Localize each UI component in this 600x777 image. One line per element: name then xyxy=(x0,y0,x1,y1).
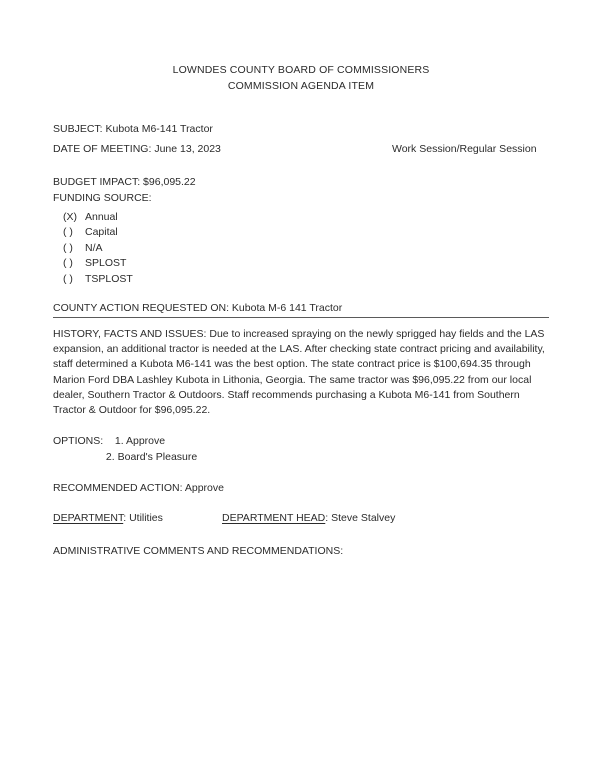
subject-row xyxy=(53,122,549,137)
administrative-comments-label: ADMINISTRATIVE COMMENTS AND RECOMMENDATIONS: xyxy=(53,545,344,558)
department-head-field xyxy=(222,512,395,524)
subject-label: SUBJECT: xyxy=(53,123,103,135)
subject-value: Kubota M6-141 Tractor xyxy=(105,123,213,135)
document-header xyxy=(53,0,549,94)
funding-option-annual[interactable] xyxy=(53,210,549,225)
options-item-2: 2. Board's Pleasure xyxy=(105,450,198,463)
funding-option-tsplost[interactable] xyxy=(53,272,549,287)
department-head-value: Steve Stalvey xyxy=(331,512,396,525)
funding-source-label: FUNDING SOURCE: xyxy=(53,192,152,204)
budget-impact-label: BUDGET IMPACT: xyxy=(53,176,141,188)
document-content xyxy=(53,0,549,559)
date-of-meeting-label: DATE OF MEETING: xyxy=(53,143,152,155)
department-separator: : xyxy=(123,512,127,525)
session-note: Work Session/Regular Session xyxy=(392,143,537,155)
options-label: OPTIONS: xyxy=(53,435,104,448)
funding-option-splost[interactable] xyxy=(53,256,549,271)
department-value: Utilities xyxy=(129,512,163,525)
budget-impact-row xyxy=(53,175,549,190)
department-field xyxy=(53,512,163,524)
funding-option-splost-checkbox[interactable]: ( ) xyxy=(63,257,73,270)
funding-option-capital-label: Capital xyxy=(85,226,118,239)
funding-option-capital-checkbox[interactable]: ( ) xyxy=(63,226,73,239)
options-item-1: 1. Approve xyxy=(114,435,166,448)
department-row xyxy=(53,512,549,527)
funding-option-annual-label: Annual xyxy=(85,211,118,223)
recommended-action-label: RECOMMENDED ACTION: xyxy=(53,482,183,495)
county-action-requested-value: Kubota M-6 141 Tractor xyxy=(231,302,343,315)
funding-option-splost-label: SPLOST xyxy=(85,257,127,270)
funding-option-tsplost-checkbox[interactable]: ( ) xyxy=(63,272,73,285)
funding-option-na-label: N/A xyxy=(85,241,103,254)
county-action-requested-label: COUNTY ACTION REQUESTED ON: xyxy=(53,302,229,315)
funding-option-tsplost-label: TSPLOST xyxy=(85,272,133,285)
options-row-second xyxy=(53,450,549,465)
funding-option-na-checkbox[interactable]: ( ) xyxy=(63,241,73,254)
options-block xyxy=(53,434,549,465)
department-head-label: DEPARTMENT HEAD xyxy=(222,512,326,525)
funding-option-capital[interactable] xyxy=(53,225,549,240)
recommended-action-value: Approve xyxy=(184,482,224,495)
department-head-separator: : xyxy=(325,512,329,525)
funding-source-options xyxy=(53,210,549,287)
funding-option-na[interactable] xyxy=(53,241,549,256)
date-of-meeting-value: June 13, 2023 xyxy=(154,143,221,155)
header-board-title: LOWNDES COUNTY BOARD OF COMMISSIONERS xyxy=(172,64,430,76)
county-action-requested-row xyxy=(53,301,549,318)
options-row-first xyxy=(53,434,549,449)
recommended-action-row xyxy=(53,481,549,496)
header-agenda-title: COMMISSION AGENDA ITEM xyxy=(227,80,375,92)
funding-option-annual-checkbox[interactable]: (X) xyxy=(63,211,77,223)
budget-impact-value: $96,095.22 xyxy=(143,176,196,188)
date-of-meeting-row xyxy=(53,142,549,157)
history-facts-issues-paragraph: HISTORY, FACTS AND ISSUES: Due to increased spraying on the newly sprigged hay fields and the LAS expansion, an additional tractor is needed at the LAS. After checking state contract pricing and availability, staff determined a Kubota M6-141 was the best option. The state contract price is $100,694.35 through Marion Ford DBA Lashley Kubota in Lithonia, Georgia. The same tractor was $96,095.22 from our local dealer, Southern Tractor & Outdoors. Staff recommends purchasing a Kubota M6-141 from Southern Tractor & Outdoor for $96,095.22. xyxy=(53,328,545,417)
department-label: DEPARTMENT xyxy=(53,512,124,525)
